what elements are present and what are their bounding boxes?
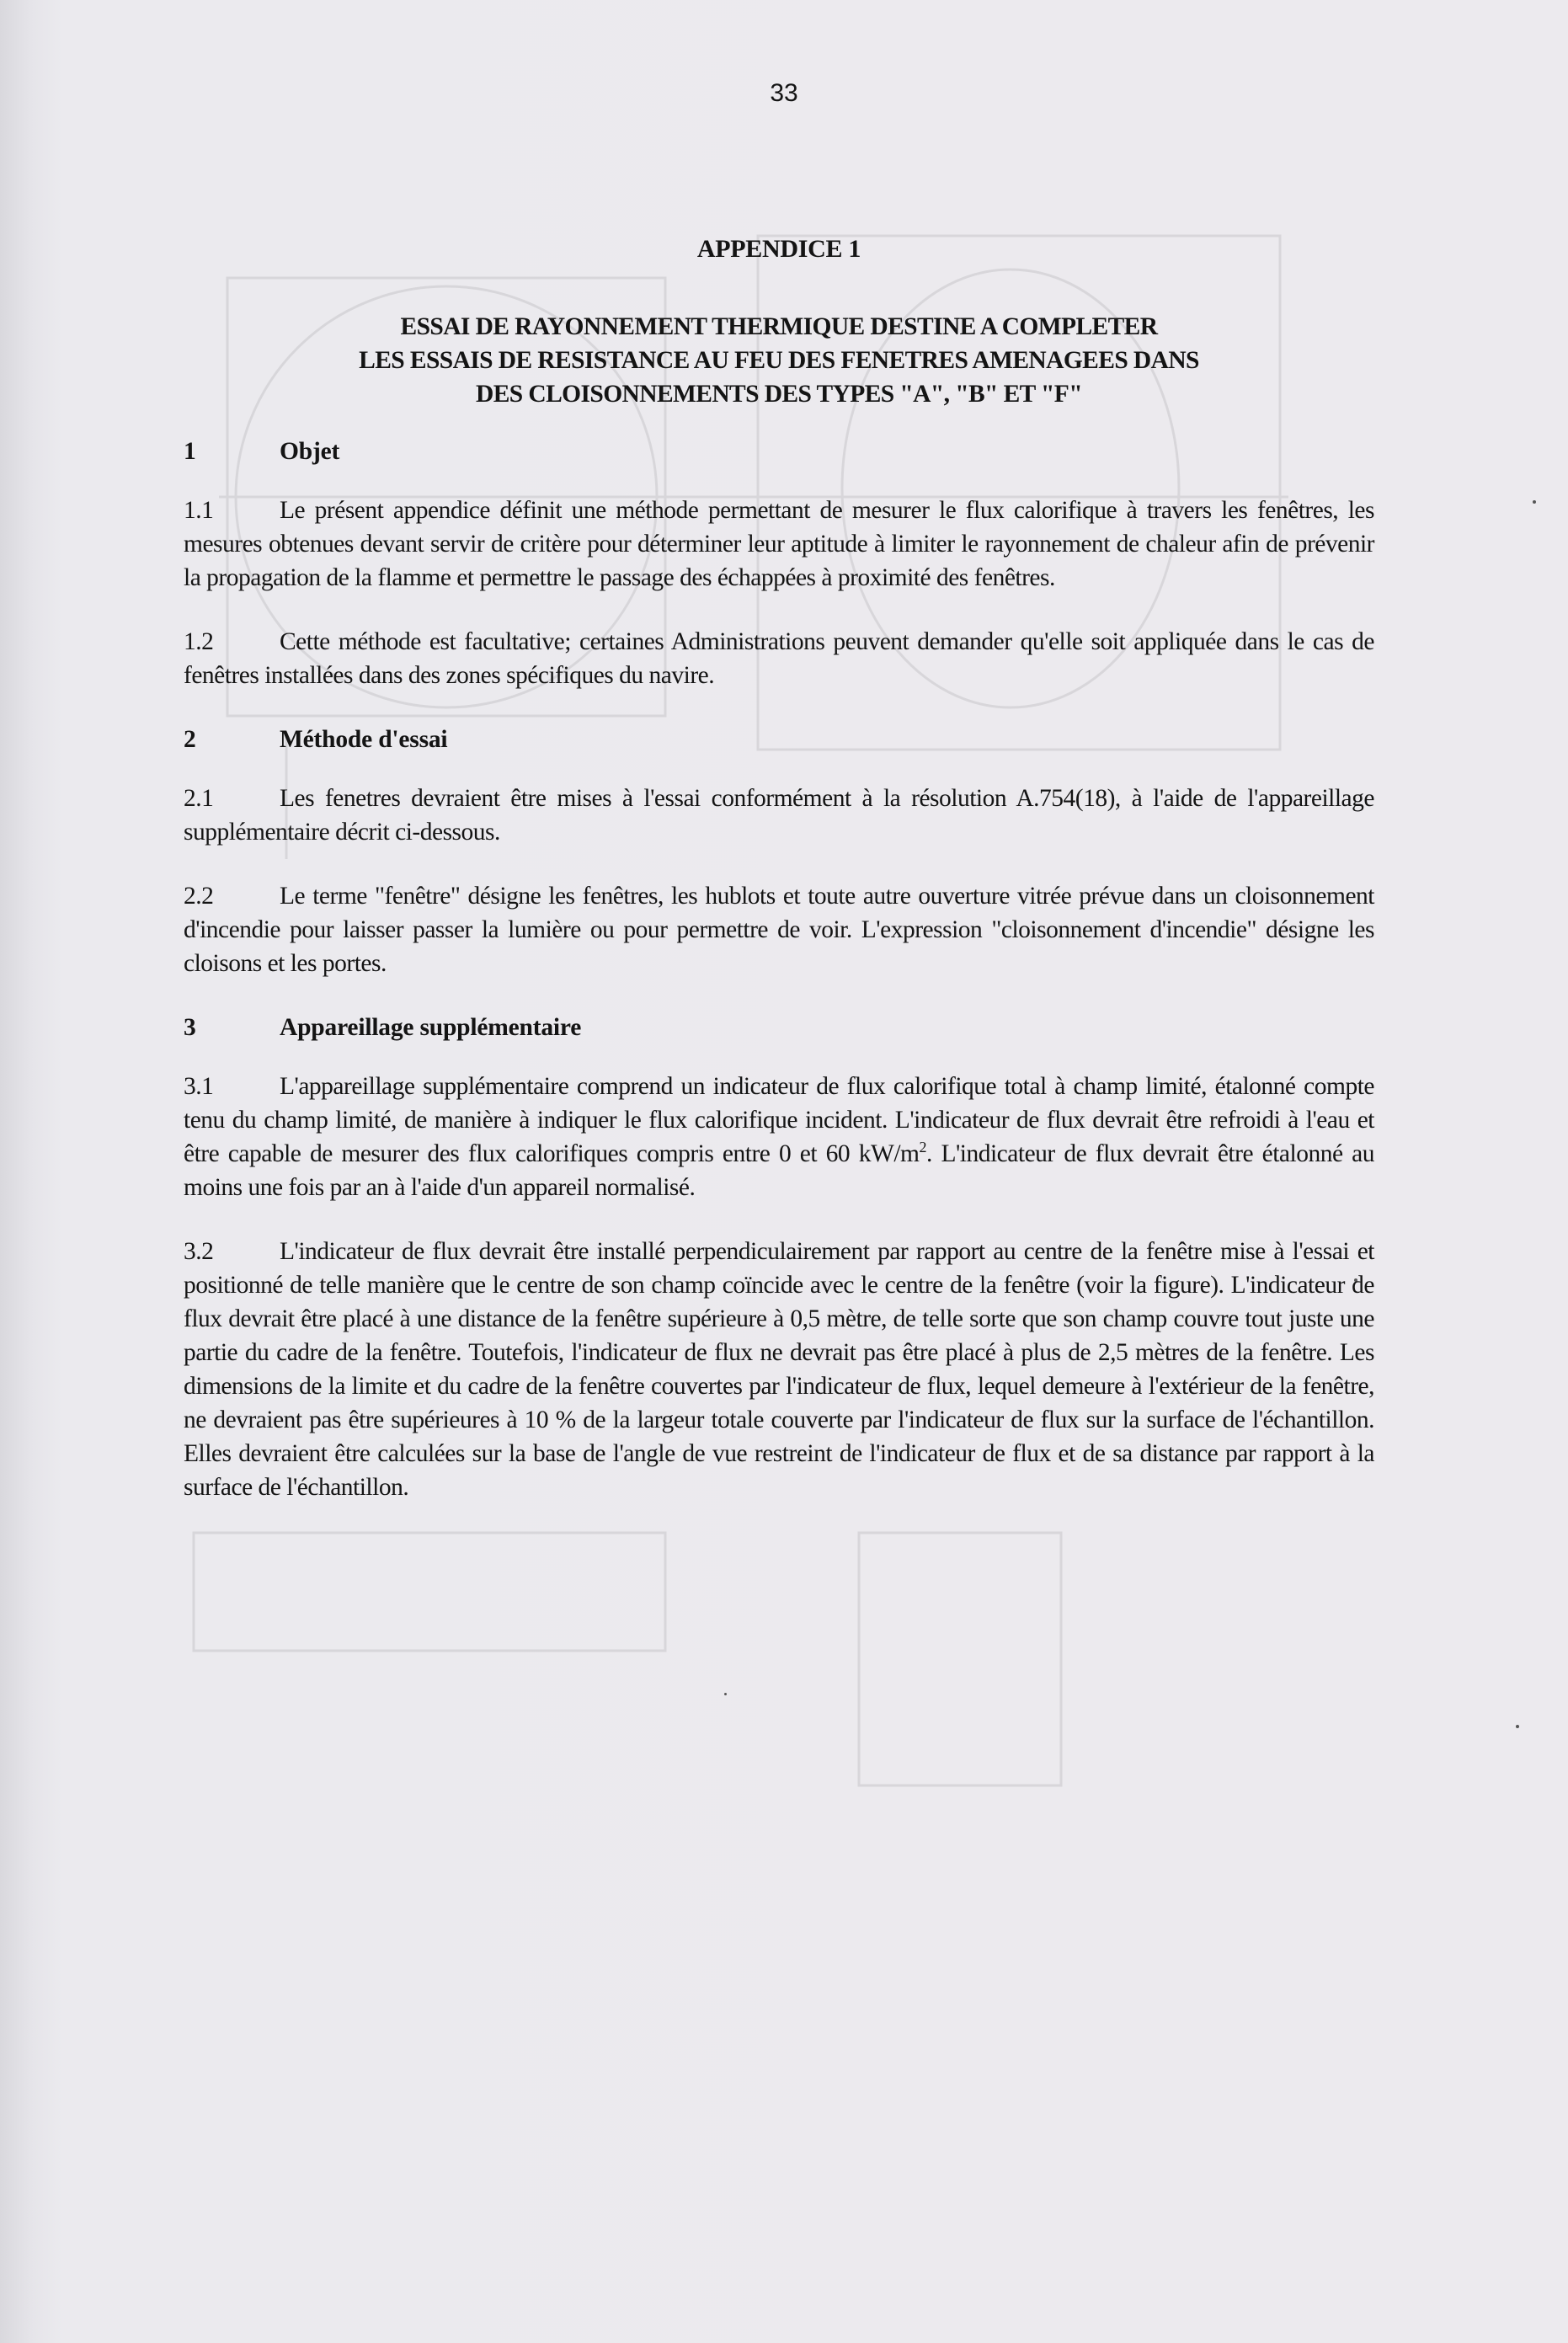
title-line: DES CLOISONNEMENTS DES TYPES "A", "B" ET "F" [476,381,1082,408]
section-heading-appareillage [184,1011,1374,1044]
document-body [184,232,1374,1534]
paragraph-number: 3.2 [184,1238,214,1265]
paragraph-1-2 [184,625,1374,692]
dust-speck [724,1693,727,1695]
paragraph-1-1 [184,494,1374,595]
paragraph-text: L'appareillage supplémentaire comprend un indicateur de flux calorifique total à champ limité, étalonné compte tenu du champ limité, de manière à indiquer le flux calorifique incident. L'indicateur de flux devrait être refroidi à l'eau et être capable de mesurer des flux calorifiques compris entre 0 et 60 kW/m [184,1073,1374,1167]
paragraph-text: L'indicateur de flux devrait être installé perpendiculairement par rapport au centre de la fenêtre mise à l'essai et positionné de telle manière que le centre de son champ coïncide avec le centre de la fenêtre (voir la figure). L'indicateur de flux devrait être placé à une distance de la fenêtre supérieure à 0,5 mètre, de telle sorte que son champ couvre tout juste une partie du cadre de la fenêtre. Toutefois, l'indicateur de flux ne devrait pas être placé à plus de 2,5 mètres de la fenêtre. Les dimensions de la limite et du cadre de la fenêtre couvertes par l'indicateur de flux, lequel demeure à l'extérieur de la fenêtre, ne devraient pas être supérieures à 10 % de la largeur totale couverte par l'indicateur de flux sur la surface de l'échantillon. Elles devraient être calculées sur la base de l'angle de vue restreint de l'indicateur de flux et de sa distance par rapport à la surface de l'échantillon. [184,1238,1374,1501]
paragraph-3-1 [184,1070,1374,1204]
paragraph-number: 1.2 [184,628,214,655]
paragraph-2-2 [184,879,1374,980]
paragraph-text-continued: . L'indicateur de flux devrait être étalonné au moins une fois par an à l'aide d'un appareil normalisé. [184,1140,1374,1201]
paragraph-2-1 [184,782,1374,849]
section-title: Méthode d'essai [280,726,448,753]
paragraph-text: Cette méthode est facultative; certaines Administrations peuvent demander qu'elle soit appliquée dans le cas de fenêtres installées dans des zones spécifiques du navire. [184,628,1374,689]
superscript: 2 [919,1139,926,1156]
paragraph-text: Le terme "fenêtre" désigne les fenêtres, les hublots et toute autre ouverture vitrée prévue dans un cloisonnement d'incendie pour laisser passer la lumière ou pour permettre de voir. L'expression "cloisonnement d'incendie" désigne les cloisons et les portes. [184,883,1374,977]
paragraph-number: 1.1 [184,497,214,524]
paragraph-number: 2.2 [184,883,214,910]
paragraph-number: 2.1 [184,785,214,812]
section-title: Appareillage supplémentaire [280,1014,582,1041]
paragraph-text: Le présent appendice définit une méthode permettant de mesurer le flux calorifique à travers les fenêtres, les mesures obtenues devant servir de critère pour déterminer leur aptitude à limiter le rayonnement de chaleur afin de prévenir la propagation de la flamme et permettre le passage des échappées à proximité des fenêtres. [184,497,1374,591]
section-heading-methode [184,723,1374,756]
section-title: Objet [280,438,340,465]
page-number: 33 [770,79,798,107]
paragraph-number: 3.1 [184,1073,214,1100]
title-line: ESSAI DE RAYONNEMENT THERMIQUE DESTINE A COMPLETER [400,313,1158,340]
document-title [184,310,1374,411]
section-number: 1 [184,438,196,465]
title-line: LES ESSAIS DE RESISTANCE AU FEU DES FENETRES AMENAGEES DANS [359,347,1199,374]
section-number: 2 [184,726,196,753]
paragraph-3-2 [184,1235,1374,1504]
dust-speck [1516,1725,1519,1728]
appendix-title: APPENDICE 1 [696,235,861,263]
section-heading-objet [184,435,1374,468]
section-number: 3 [184,1014,196,1041]
paragraph-text: Les fenetres devraient être mises à l'essai conformément à la résolution A.754(18), à l'aide de l'appareillage supplémentaire décrit ci-dessous. [184,785,1374,846]
dust-speck [1533,500,1536,504]
